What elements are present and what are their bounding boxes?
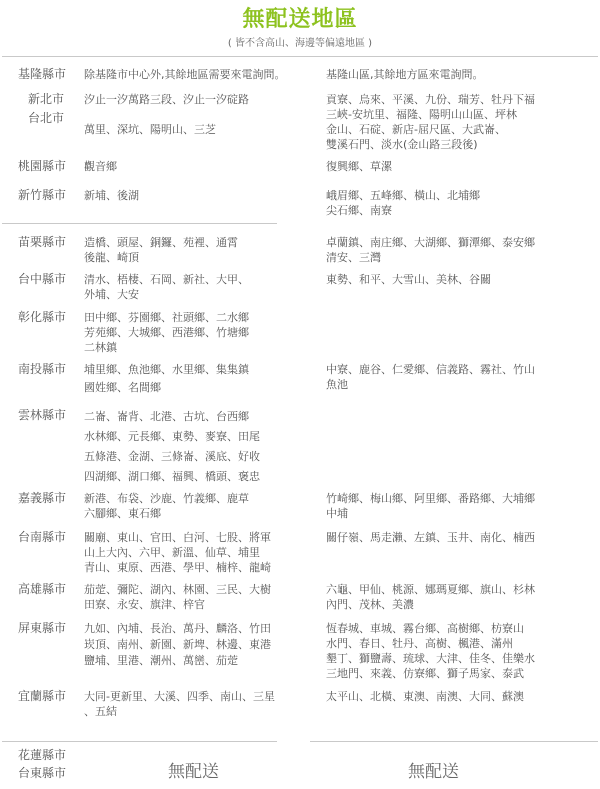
right-areas (326, 67, 588, 82)
right-areas (326, 235, 588, 265)
area-line: 萬里、深坑、陽明山、三芝 (84, 123, 216, 136)
city-name-line: 台北市 (28, 111, 65, 125)
area-line: 水林鄉、元長鄉、東勢、麥寮、田尾 (84, 430, 260, 443)
left-areas (84, 491, 310, 521)
area-line: 、五結 (84, 705, 117, 718)
area-line: 卓蘭鎮、南庄鄉、大湖鄉、獅潭鄉、泰安鄉 (326, 236, 535, 249)
city-name: 苗栗縣市 (18, 235, 67, 249)
area-line: 基隆山區,其餘地方區來電詢問。 (326, 68, 484, 81)
area-line: 三地門、來義、仿寮鄉、獅子馬家、泰武 (326, 667, 524, 680)
area-line: 水門、春日、牡丹、高樹、楓港、滿州 (326, 637, 513, 650)
city-name: 高雄縣市 (18, 582, 67, 596)
section-divider (2, 223, 277, 224)
city-name: 嘉義縣市 (18, 491, 67, 505)
area-line: 鹽埔、里港、潮州、萬巒、茄萣 (84, 654, 238, 667)
area-line: 田中鄉、芬園鄉、社頭鄉、二水鄉 (84, 311, 249, 324)
city-name: 新竹縣市 (18, 188, 67, 202)
area-line: 茄萣、彌陀、湖內、林園、三民、大樹 (84, 583, 271, 596)
area-line: 墾丁、獅鹽壽、琉球、大津、佳冬、佳樂水 (326, 652, 535, 665)
right-areas (326, 621, 588, 681)
right-areas (326, 689, 588, 704)
area-line: 內門、茂林、美濃 (326, 598, 414, 611)
city-name: 屏東縣市 (18, 621, 67, 635)
right-areas (326, 272, 588, 287)
city-name: 台中縣市 (18, 272, 67, 286)
area-line (84, 107, 310, 122)
city-name: 基隆縣市 (18, 67, 67, 81)
area-line: 四湖鄉、湖口鄉、福興、橋頭、褒忠 (84, 470, 260, 483)
area-line: 中寮、鹿谷、仁愛鄉、信義路、霧社、竹山 (326, 363, 535, 376)
no-delivery-right: 無配送 (408, 762, 459, 782)
area-line: 三峽-安坑里、福隆、陽明山山區、坪林 (326, 108, 517, 121)
left-areas (84, 621, 310, 668)
city-name: 雲林縣市 (18, 408, 67, 422)
area-line: 崁頂、南州、新園、新埤、林邊、東港 (84, 638, 271, 651)
left-areas (84, 582, 310, 612)
right-areas (326, 530, 588, 545)
city-name: 南投縣市 (18, 362, 67, 376)
area-line: 二林鎮 (84, 341, 117, 354)
page-title: 無配送地區 (242, 7, 358, 32)
area-line: 新港、布袋、沙鹿、竹義鄉、鹿草 (84, 492, 249, 505)
area-line: 造橋、頭屋、銅鑼、苑裡、通霄 (84, 236, 238, 249)
area-line: 大同-更新里、大溪、四季、南山、三星 (84, 690, 275, 703)
left-areas (84, 689, 310, 719)
city-name: 彰化縣市 (18, 310, 67, 324)
area-line: 新埔、後湖 (84, 189, 139, 202)
left-areas (84, 408, 310, 486)
area-line: 太平山、北橫、東澳、南澳、大同、蘇澳 (326, 690, 524, 703)
area-line: 雙溪石門、淡水(金山路三段後) (326, 138, 478, 151)
area-line: 後龍、崎頂 (84, 251, 139, 264)
area-line: 六龜、甲仙、桃源、娜瑪夏鄉、旗山、杉林 (326, 583, 535, 596)
area-line: 清水、梧棲、石岡、新社、大甲、 (84, 273, 249, 286)
left-areas (84, 159, 310, 174)
city-name-line: 花蓮縣市 (18, 748, 67, 762)
area-line: 清安、三灣 (326, 251, 381, 264)
area-line: 東勢、和平、大雪山、美林、谷關 (326, 273, 491, 286)
area-line: 觀音鄉 (84, 160, 117, 173)
area-line: 關仔嶺、馬走瀨、左鎮、玉井、南化、楠西 (326, 531, 535, 544)
area-line: 田寮、永安、旗津、梓官 (84, 598, 205, 611)
city-name: 桃園縣市 (18, 159, 67, 173)
area-line: 竹崎鄉、梅山鄉、阿里鄉、番路鄉、大埔鄉 (326, 492, 535, 505)
footer-divider-left (2, 741, 277, 742)
area-line: 汐止一汐萬路三段、汐止一汐碇路 (84, 93, 249, 106)
area-line: 金山、石碇、新店-屈尺區、大武崙、 (326, 123, 506, 136)
area-line: 恆春城、車城、霧台鄉、高樹鄉、枋寮山 (326, 622, 524, 635)
area-line: 峨眉鄉、五峰鄉、橫山、北埔鄉 (326, 189, 480, 202)
area-line: 關廟、東山、官田、白河、七股、將軍 (84, 531, 271, 544)
no-delivery-left: 無配送 (168, 762, 219, 782)
left-areas (84, 530, 310, 575)
left-areas (84, 188, 310, 203)
area-line: 魚池 (326, 378, 348, 391)
area-line: 芳苑鄉、大城鄉、西港鄉、竹塘鄉 (84, 326, 249, 339)
left-areas (84, 92, 310, 137)
area-line: 埔里鄉、魚池鄉、水里鄉、集集鎮 (84, 363, 249, 376)
right-areas (326, 92, 588, 152)
right-areas (326, 491, 588, 521)
city-name (18, 748, 78, 781)
page-subtitle: ( 皆不含高山、海邊等偏遠地區 ) (227, 38, 373, 49)
area-line: 除基隆市中心外,其餘地區需要來電詢問。 (84, 68, 286, 81)
area-line: 國姓鄉、名間鄉 (84, 381, 161, 394)
area-line: 貢寮、烏來、平溪、九份、瑞芳、牡丹下福 (326, 93, 535, 106)
right-areas (326, 582, 588, 612)
left-areas (84, 67, 310, 82)
area-line: 九如、內埔、長治、萬丹、麟洛、竹田 (84, 622, 271, 635)
area-line: 山上大內、六甲、新溫、仙草、埔里 (84, 546, 260, 559)
left-areas (84, 272, 310, 302)
city-name: 宜蘭縣市 (18, 689, 67, 703)
left-areas (84, 310, 310, 355)
title-divider (2, 56, 598, 57)
area-line: 外埔、大安 (84, 288, 139, 301)
area-line: 中埔 (326, 507, 348, 520)
city-name-line: 台東縣市 (18, 766, 67, 780)
area-line: 五條港、金湖、三條崙、溪底、好收 (84, 450, 260, 463)
footer-divider-right (310, 741, 598, 742)
right-areas (326, 188, 588, 218)
area-line: 二崙、崙背、北港、古坑、台西鄉 (84, 410, 249, 423)
city-name-line: 新北市 (28, 92, 65, 106)
area-line: 復興鄉、草漯 (326, 160, 392, 173)
city-name (28, 92, 88, 126)
area-line: 尖石鄉、南寮 (326, 204, 392, 217)
right-areas (326, 362, 588, 392)
left-areas (84, 362, 310, 395)
area-line: 青山、東原、西港、學甲、楠梓、龍崎 (84, 561, 271, 574)
right-areas (326, 159, 588, 174)
area-line: 六腳鄉、東石鄉 (84, 507, 161, 520)
city-name: 台南縣市 (18, 530, 67, 544)
left-areas (84, 235, 310, 265)
